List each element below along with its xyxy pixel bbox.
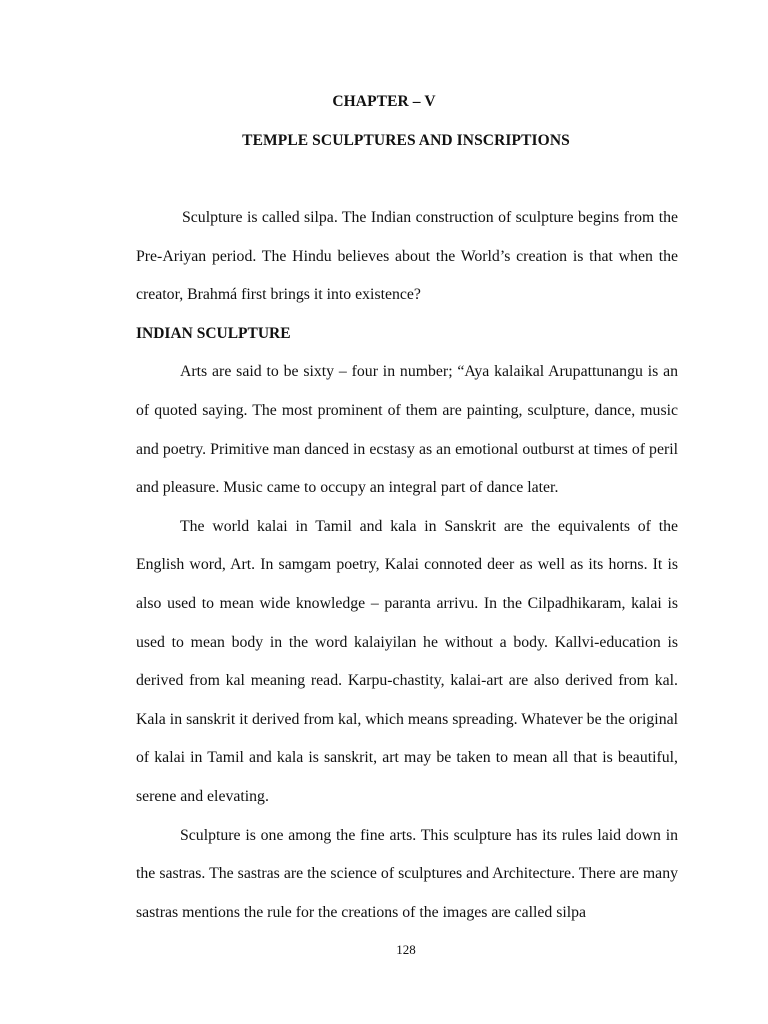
chapter-number: CHAPTER – V <box>332 93 436 110</box>
chapter-title: TEMPLE SCULPTURES AND INSCRIPTIONS <box>242 132 570 149</box>
section-heading: INDIAN SCULPTURE <box>136 324 291 342</box>
paragraph-sculpture-sastras: Sculpture is one among the fine arts. This sculpture has its rules laid down in the sastras. The sastras are the science of sculptures and Architecture. There are many sastras mentions the rule for the creations of the images are called silpa <box>136 826 678 921</box>
body-text <box>136 199 678 932</box>
paragraph-arts: Arts are said to be sixty – four in number; “Aya kalaikal Arupattunangu is an of quoted saying. The most prominent of them are painting, sculpture, dance, music and poetry. Primitive man danced in ecstasy as an emotional outburst at times of peril and pleasure. Music came to occupy an integral part of dance later. <box>136 363 678 497</box>
intro-paragraph: Sculpture is called silpa. The Indian construction of sculpture begins from the Pre-Ariyan period. The Hindu believes about the World’s creation is that when the creator, Brahmá first brings it into existence? <box>136 209 678 304</box>
paragraph-kalai: The world kalai in Tamil and kala in Sanskrit are the equivalents of the English word, Art. In samgam poetry, Kalai connoted deer as well as its horns. It is also used to mean wide knowledge – paranta arrivu. In the Cilpadhikaram, kalai is used to mean body in the word kalaiyilan he without a body. Kallvi-education is derived from kal meaning read. Karpu-chastity, kalai-art are also derived from kal. Kala in sanskrit it derived from kal, which means spreading. Whatever be the original of kalai in Tamil and kala is sanskrit, art may be taken to mean all that is beautiful, serene and elevating. <box>136 517 678 805</box>
page-number: 128 <box>396 942 416 957</box>
